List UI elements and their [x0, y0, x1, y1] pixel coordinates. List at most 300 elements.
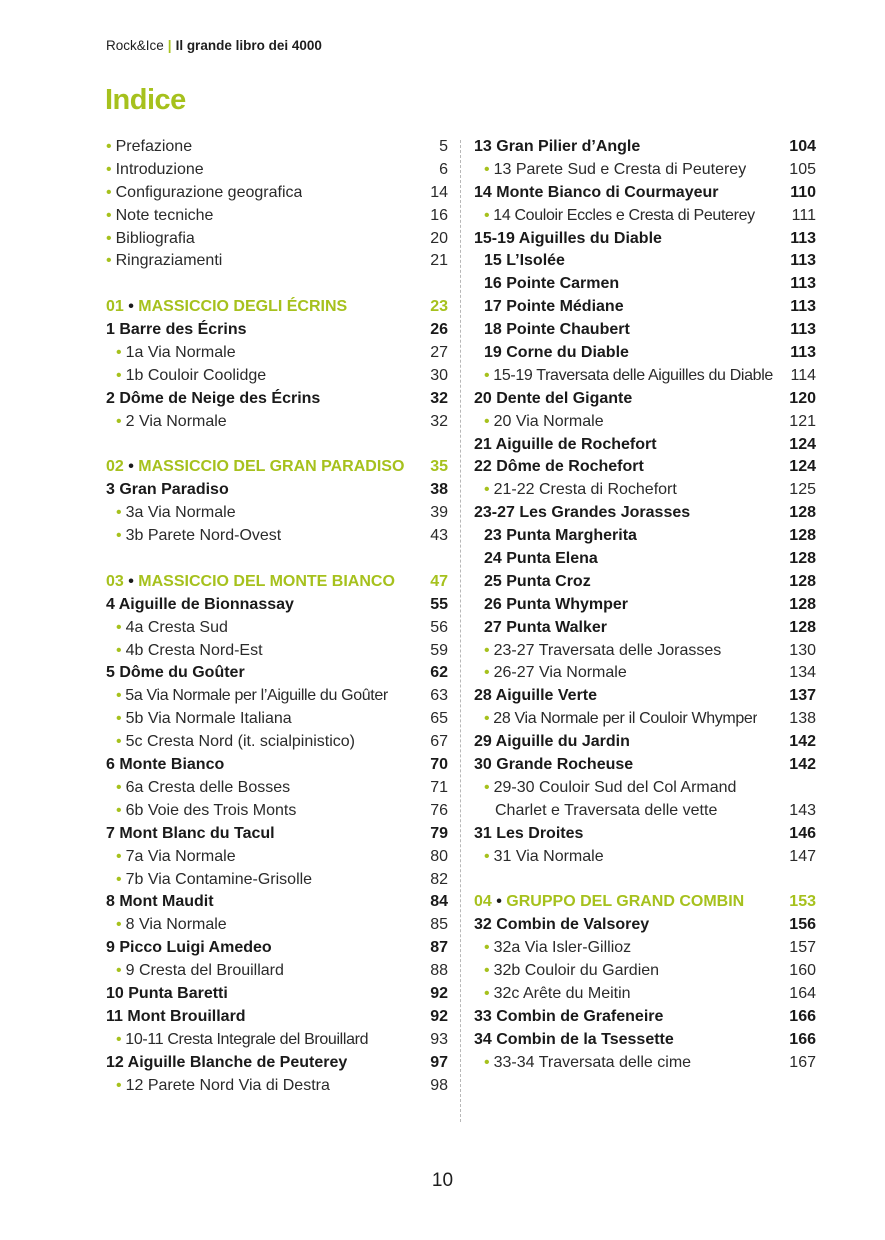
toc-entry-label: [474, 1052, 691, 1075]
toc-entry-label: [106, 640, 263, 663]
toc-entry: [474, 960, 816, 983]
toc-entry-label: [474, 456, 644, 479]
toc-page-number: 26: [430, 321, 448, 339]
toc-page-number: 120: [789, 389, 816, 407]
toc-page-number: 113: [790, 298, 816, 316]
toc-entry-label: [106, 754, 224, 777]
toc-entry: [106, 891, 448, 914]
toc-entry: [106, 937, 448, 960]
toc-entry-label: [106, 250, 222, 273]
toc-page-number: 97: [430, 1053, 448, 1071]
toc-entry-text: 8 Mont Maudit: [106, 893, 214, 911]
toc-entry-text: Configurazione geografica: [115, 183, 303, 201]
toc-page-number: 124: [789, 458, 816, 476]
toc-entry-label: [474, 891, 744, 914]
bullet-icon: •: [116, 847, 122, 865]
toc-entry-label: [474, 342, 629, 365]
toc-section-heading: [106, 456, 448, 479]
toc-page-number: 134: [789, 664, 816, 682]
toc-entry-label: [474, 479, 677, 502]
toc-entry-label: [106, 1029, 368, 1052]
toc-page-number: 128: [789, 618, 816, 636]
toc-page-number: 43: [430, 527, 448, 545]
bullet-icon: •: [116, 527, 122, 545]
toc-entry-label: [474, 685, 597, 708]
toc-entry: [474, 777, 816, 800]
toc-entry-label: [474, 708, 757, 731]
toc-entry-text: 3b Parete Nord-Ovest: [125, 527, 282, 545]
toc-entry-label: [106, 479, 229, 502]
toc-entry-text: 21 Aiguille de Rochefort: [474, 435, 657, 453]
toc-entry-label: [106, 823, 275, 846]
toc-page-number: 65: [430, 710, 448, 728]
toc-entry-text: 15-19 Aiguilles du Diable: [474, 229, 662, 247]
toc-page-number: 80: [430, 847, 448, 865]
toc-entry-label: [106, 708, 292, 731]
toc-entry-text: Charlet e Traversata delle vette: [495, 801, 718, 819]
toc-page-number: 55: [430, 595, 448, 613]
toc-page-number: 128: [789, 595, 816, 613]
toc-entry: [474, 502, 816, 525]
toc-page-number: 105: [789, 160, 816, 178]
toc-entry-text: 29-30 Couloir Sud del Col Armand: [493, 778, 737, 796]
toc-entry-label: [106, 594, 294, 617]
toc-page-number: 76: [430, 801, 448, 819]
toc-right-column: [474, 136, 816, 1075]
toc-entry: [106, 250, 448, 273]
bullet-icon: •: [484, 641, 490, 659]
toc-entry: [106, 228, 448, 251]
toc-entry-text: 19 Corne du Diable: [484, 344, 629, 362]
toc-page-number: 87: [430, 939, 448, 957]
toc-entry-text: 2 Via Normale: [125, 412, 227, 430]
toc-entry-label: [106, 136, 192, 159]
bullet-icon: •: [106, 183, 112, 201]
toc-entry-label: [106, 800, 296, 823]
toc-entry-text: 7 Mont Blanc du Tacul: [106, 824, 275, 842]
toc-entry-label: [474, 273, 619, 296]
toc-entry-text: 10-11 Cresta Integrale del Brouillard: [125, 1030, 369, 1048]
section-title: MASSICCIO DEL GRAN PARADISO: [138, 458, 405, 476]
toc-spacer: [106, 434, 448, 457]
toc-entry-text: 10 Punta Baretti: [106, 984, 228, 1002]
toc-entry-text: 16 Pointe Carmen: [484, 275, 620, 293]
toc-entry: [474, 1006, 816, 1029]
toc-entry-label: [474, 662, 627, 685]
section-title: MASSICCIO DEGLI ÉCRINS: [138, 298, 348, 316]
toc-entry-text: 26 Punta Whymper: [484, 595, 629, 613]
toc-entry: [474, 800, 816, 823]
toc-entry-label: [106, 891, 214, 914]
toc-page-number: 79: [430, 824, 448, 842]
toc-page-number: 157: [789, 939, 816, 957]
toc-page-number: 147: [789, 847, 816, 865]
toc-entry-label: [106, 502, 236, 525]
toc-entry-text: 8 Via Normale: [125, 916, 227, 934]
toc-entry: [106, 617, 448, 640]
toc-entry-label: [106, 617, 228, 640]
toc-entry-label: [106, 296, 347, 319]
toc-entry-text: 5c Cresta Nord (it. scialpinistico): [125, 733, 356, 751]
toc-page-number: 137: [789, 687, 816, 705]
toc-entry: [474, 1029, 816, 1052]
bullet-icon: •: [106, 160, 112, 178]
bullet-icon: •: [484, 1053, 490, 1071]
toc-page-number: 128: [789, 504, 816, 522]
toc-page-number: 20: [430, 229, 448, 247]
toc-spacer: [474, 869, 816, 892]
toc-entry-text: 3a Via Normale: [125, 504, 236, 522]
toc-entry-label: [106, 571, 395, 594]
toc-entry: [474, 250, 816, 273]
bullet-icon: •: [484, 366, 490, 384]
toc-entry-text: 31 Via Normale: [493, 847, 604, 865]
bullet-icon: •: [484, 160, 490, 178]
toc-entry: [106, 319, 448, 342]
toc-entry: [106, 869, 448, 892]
toc-page-number: 167: [789, 1053, 816, 1071]
toc-page-number: 85: [430, 916, 448, 934]
toc-entry-text: 18 Pointe Chaubert: [484, 321, 630, 339]
toc-entry: [106, 777, 448, 800]
toc-entry: [474, 388, 816, 411]
toc-entry: [474, 731, 816, 754]
toc-entry-text: Note tecniche: [115, 206, 214, 224]
toc-entry-text: 21-22 Cresta di Rochefort: [493, 481, 677, 499]
toc-entry: [474, 571, 816, 594]
toc-entry: [474, 456, 816, 479]
toc-entry: [474, 342, 816, 365]
toc-page-number: 130: [789, 641, 816, 659]
toc-entry: [106, 800, 448, 823]
toc-page-number: 111: [791, 206, 816, 224]
toc-page-number: 113: [790, 344, 816, 362]
toc-section-heading: [106, 296, 448, 319]
toc-entry-text: 11 Mont Brouillard: [106, 1007, 246, 1025]
toc-entry: [106, 502, 448, 525]
bullet-icon: •: [484, 962, 490, 980]
toc-page-number: 6: [439, 160, 448, 178]
toc-entry-text: 12 Parete Nord Via di Destra: [125, 1076, 330, 1094]
toc-entry: [106, 731, 448, 754]
page-number: 10: [431, 1170, 454, 1191]
toc-page-number: 114: [790, 366, 816, 384]
bullet-icon: •: [116, 344, 122, 362]
toc-entry: [474, 296, 816, 319]
bullet-icon: •: [484, 847, 490, 865]
toc-page-number: 62: [430, 664, 448, 682]
toc-page-number: 138: [789, 710, 816, 728]
section-title: GRUPPO DEL GRAND COMBIN: [506, 893, 745, 911]
toc-entry: [474, 617, 816, 640]
section-number: 04: [474, 893, 492, 911]
bullet-icon: •: [116, 618, 122, 636]
toc-entry-label: [106, 1006, 246, 1029]
toc-entry-text: 1b Couloir Coolidge: [125, 366, 267, 384]
toc-entry-label: [106, 228, 195, 251]
toc-entry-label: [106, 342, 236, 365]
toc-entry-label: [106, 159, 204, 182]
bullet-icon: •: [106, 138, 112, 155]
toc-entry: [474, 434, 816, 457]
bullet-icon: •: [116, 733, 122, 751]
toc-entry: [106, 388, 448, 411]
toc-page-number: 82: [430, 870, 448, 888]
toc-entry-label: [106, 388, 320, 411]
toc-page-number: 5: [439, 138, 448, 155]
toc-entry: [474, 205, 816, 228]
toc-page-number: 113: [790, 321, 816, 339]
toc-entry-label: [106, 411, 227, 434]
bullet-icon: •: [484, 939, 490, 957]
toc-entry-text: 12 Aiguille Blanche de Peuterey: [106, 1053, 348, 1071]
bullet-icon: •: [484, 984, 490, 1002]
toc-page-number: 142: [789, 756, 816, 774]
bullet-icon: •: [484, 206, 490, 224]
toc-entry-label: [474, 617, 607, 640]
toc-entry-label: [474, 914, 649, 937]
toc-entry-text: 4b Cresta Nord-Est: [125, 641, 263, 659]
bullet-icon: •: [116, 687, 122, 705]
bullet-icon: •: [116, 1076, 122, 1094]
toc-entry-label: [474, 411, 604, 434]
toc-page-number: 16: [430, 206, 448, 224]
toc-entry-label: [474, 800, 717, 823]
toc-entry-label: [474, 434, 657, 457]
toc-entry-text: 9 Picco Luigi Amedeo: [106, 939, 272, 957]
toc-entry-label: [474, 365, 773, 388]
bullet-icon: •: [484, 412, 490, 430]
toc-page-number: 98: [430, 1076, 448, 1094]
toc-entry-text: 23-27 Les Grandes Jorasses: [474, 504, 691, 522]
toc-entry: [474, 159, 816, 182]
toc-page-number: 143: [789, 801, 816, 819]
toc-section-heading: [474, 891, 816, 914]
toc-entry: [474, 182, 816, 205]
bullet-icon: •: [484, 778, 490, 796]
toc-entry: [474, 937, 816, 960]
toc-entry-text: Introduzione: [115, 160, 204, 178]
toc-page-number: 110: [790, 183, 816, 201]
toc-entry-label: [106, 960, 284, 983]
toc-entry: [106, 411, 448, 434]
bullet-icon: •: [123, 298, 139, 316]
toc-entry-text: 15-19 Traversata delle Aiguilles du Diable: [493, 366, 773, 384]
toc-entry-text: 1 Barre des Écrins: [106, 321, 247, 339]
toc-page-number: 32: [430, 412, 448, 430]
toc-entry-label: [106, 983, 228, 1006]
toc-entry-text: 32a Via Isler-Gillioz: [493, 939, 632, 957]
toc-entry-label: [474, 1029, 674, 1052]
toc-page-number: 166: [789, 1007, 816, 1025]
toc-page-number: 30: [430, 366, 448, 384]
toc-entry-label: [106, 205, 213, 228]
toc-entry-label: [474, 571, 591, 594]
bullet-icon: •: [106, 229, 112, 247]
toc-entry: [474, 411, 816, 434]
toc-page-number: 56: [430, 618, 448, 636]
toc-entry-label: [474, 205, 755, 228]
toc-entry: [474, 319, 816, 342]
toc-entry-text: 17 Pointe Médiane: [484, 298, 624, 316]
toc-entry-label: [474, 525, 637, 548]
toc-page-number: 146: [789, 824, 816, 842]
toc-page-number: 84: [430, 893, 448, 911]
toc-entry-text: 34 Combin de la Tsessette: [474, 1030, 674, 1048]
toc-entry: [106, 1006, 448, 1029]
toc-page-number: 164: [789, 984, 816, 1002]
toc-entry: [474, 136, 816, 159]
toc-page-number: 27: [430, 344, 448, 362]
bullet-icon: •: [106, 206, 112, 224]
toc-entry-label: [474, 823, 583, 846]
toc-left-column: [106, 136, 448, 1097]
toc-entry-text: 13 Gran Pilier d’Angle: [474, 138, 641, 155]
toc-entry: [474, 594, 816, 617]
toc-entry-text: 6a Cresta delle Bosses: [125, 778, 291, 796]
toc-entry-text: 9 Cresta del Brouillard: [125, 962, 284, 980]
bullet-icon: •: [116, 412, 122, 430]
toc-page-number: 92: [430, 1007, 448, 1025]
toc-entry-label: [474, 319, 630, 342]
toc-entry-label: [106, 846, 236, 869]
toc-entry-text: 13 Parete Sud e Cresta di Peuterey: [493, 160, 747, 178]
toc-page-number: 92: [430, 984, 448, 1002]
toc-entry-text: 28 Aiguille Verte: [474, 687, 598, 705]
toc-entry: [474, 823, 816, 846]
bullet-icon: •: [491, 893, 507, 911]
section-number: 03: [106, 572, 124, 590]
toc-entry-text: 5b Via Normale Italiana: [125, 710, 292, 728]
toc-page-number: 166: [789, 1030, 816, 1048]
toc-entry: [106, 846, 448, 869]
toc-page-number: 67: [430, 733, 448, 751]
bullet-icon: •: [116, 641, 122, 659]
toc-page-number: 63: [430, 687, 448, 705]
bullet-icon: •: [116, 916, 122, 934]
toc-entry: [106, 525, 448, 548]
toc-entry: [106, 685, 448, 708]
toc-entry: [106, 640, 448, 663]
toc-entry-label: [474, 754, 633, 777]
toc-entry: [106, 960, 448, 983]
toc-entry-text: 5a Via Normale per l’Aiguille du Goûter: [125, 687, 388, 705]
toc-entry-text: 4a Cresta Sud: [125, 618, 228, 636]
toc-entry-label: [474, 846, 604, 869]
toc-entry: [474, 662, 816, 685]
toc-page-number: 71: [430, 778, 448, 796]
bullet-icon: •: [116, 801, 122, 819]
toc-page-number: 153: [789, 893, 816, 911]
toc-entry-label: [474, 640, 721, 663]
toc-entry: [106, 754, 448, 777]
bullet-icon: •: [484, 664, 490, 682]
toc-entry-text: 3 Gran Paradiso: [106, 481, 229, 499]
toc-entry-label: [106, 914, 227, 937]
toc-entry-label: [474, 296, 624, 319]
toc-entry: [106, 662, 448, 685]
toc-entry-text: 32b Couloir du Gardien: [493, 962, 660, 980]
toc-entry: [106, 983, 448, 1006]
toc-entry-label: [106, 685, 388, 708]
toc-entry-label: [106, 662, 245, 685]
bullet-icon: •: [484, 481, 490, 499]
header-separator: |: [167, 38, 172, 53]
toc-entry: [106, 159, 448, 182]
toc-entry: [106, 1052, 448, 1075]
toc-entry-text: 23 Punta Margherita: [484, 527, 637, 545]
toc-entry-label: [106, 731, 355, 754]
toc-entry-text: Bibliografia: [115, 229, 195, 247]
toc-entry: [474, 983, 816, 1006]
toc-entry: [106, 1029, 448, 1052]
section-title: MASSICCIO DEL MONTE BIANCO: [138, 572, 395, 590]
toc-entry-label: [474, 594, 628, 617]
toc-entry-label: [474, 548, 598, 571]
toc-page-number: 142: [789, 733, 816, 751]
toc-page-number: 113: [790, 229, 816, 247]
toc-entry: [474, 846, 816, 869]
toc-page-number: 156: [789, 916, 816, 934]
toc-entry-label: [474, 960, 659, 983]
bullet-icon: •: [116, 710, 122, 728]
toc-entry-text: 32 Combin de Valsorey: [474, 916, 650, 934]
toc-entry: [474, 525, 816, 548]
column-divider: [460, 140, 461, 1122]
toc-entry-text: 7b Via Contamine-Grisolle: [125, 870, 313, 888]
toc-entry-label: [106, 777, 290, 800]
toc-entry-text: 5 Dôme du Goûter: [106, 664, 245, 682]
toc-page-number: 93: [430, 1030, 448, 1048]
bullet-icon: •: [116, 504, 122, 522]
bullet-icon: •: [484, 710, 490, 728]
toc-entry-text: 27 Punta Walker: [484, 618, 608, 636]
toc-entry: [106, 205, 448, 228]
toc-entry: [474, 548, 816, 571]
toc-spacer: [106, 273, 448, 296]
bullet-icon: •: [116, 1030, 122, 1048]
running-header: [106, 38, 322, 53]
toc-spacer: [106, 548, 448, 571]
toc-entry: [106, 708, 448, 731]
toc-entry-text: 6 Monte Bianco: [106, 756, 225, 774]
toc-entry: [474, 914, 816, 937]
toc-entry: [106, 342, 448, 365]
toc-entry: [106, 1075, 448, 1098]
toc-entry-text: 23-27 Traversata delle Jorasses: [493, 641, 722, 659]
toc-entry-label: [474, 388, 632, 411]
bullet-icon: •: [116, 962, 122, 980]
toc-page-number: 104: [789, 138, 816, 155]
toc-entry-text: 15 L’Isolée: [484, 252, 565, 270]
toc-page-number: 14: [430, 183, 448, 201]
toc-entry-label: [474, 1006, 663, 1029]
toc-entry-text: 26-27 Via Normale: [493, 664, 627, 682]
toc-entry: [106, 136, 448, 159]
toc-entry-label: [106, 1075, 330, 1098]
toc-page-number: 32: [430, 389, 448, 407]
toc-page-number: 128: [789, 527, 816, 545]
toc-entry: [106, 182, 448, 205]
toc-entry-label: [106, 1052, 347, 1075]
bullet-icon: •: [123, 458, 139, 476]
toc-entry: [474, 273, 816, 296]
toc-entry-label: [474, 182, 719, 205]
bullet-icon: •: [106, 252, 112, 270]
toc-entry: [106, 365, 448, 388]
toc-entry-text: 33-34 Traversata delle cime: [493, 1053, 692, 1071]
toc-entry-label: [474, 250, 565, 273]
